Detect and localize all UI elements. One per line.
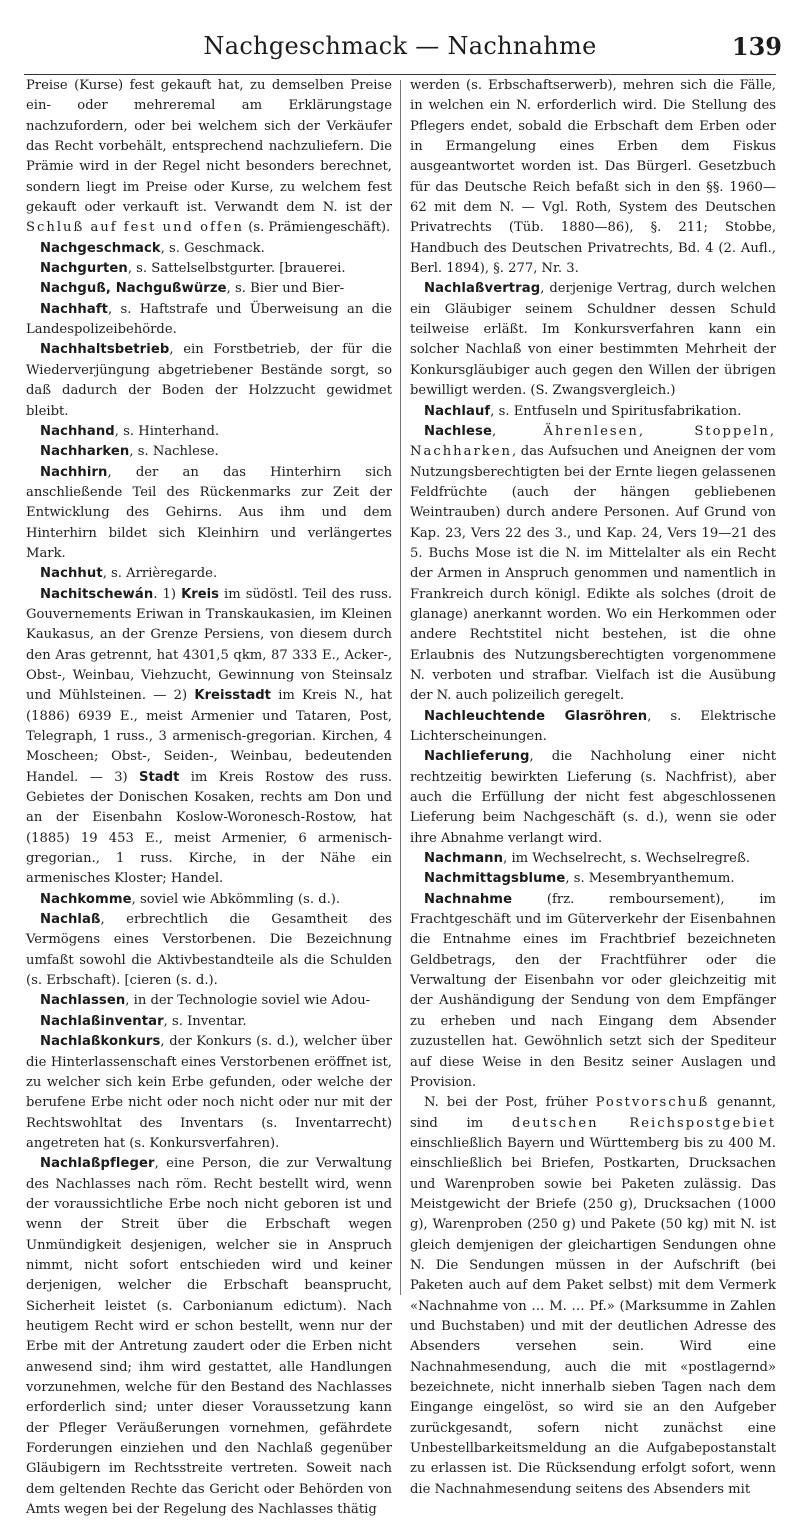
entry-paragraph xyxy=(26,463,392,565)
entry-paragraph xyxy=(26,564,392,584)
entry-text: Postvorschuß xyxy=(595,1095,710,1111)
entry-paragraph xyxy=(410,869,776,889)
entry-paragraph xyxy=(410,849,776,869)
entry-text: , s. Haftstrafe und Überweisung an die Landespolizeibehörde. xyxy=(26,301,392,338)
entry-text: , s. Geschmack. xyxy=(160,240,265,256)
entry-subheading: Stadt xyxy=(139,769,180,785)
entry-text: , s. Elektrische Lichterscheinungen. xyxy=(410,708,776,744)
entry-paragraph xyxy=(26,1154,392,1520)
entry-text: . 1) xyxy=(153,586,182,602)
entry-paragraph xyxy=(410,747,776,849)
entry-text: , soviel wie Abkömmling (s. d.). xyxy=(131,891,341,907)
entry-paragraph xyxy=(410,402,776,422)
entry-text: Preise (Kurse) fest gekauft hat, zu demselben Preise ein- oder mehreremal am Erklärungstage nachzufordern, oder bei welchem sich der Verkäufer das Recht vorbehält, entsprechend nachzuliefern. Die Prämie wird in der Regel nicht besonders berechnet, sondern liegt im Preise oder Kurse, zu welchem fest gekauft oder verkauft ist. Verwandt dem N. ist der xyxy=(26,78,392,216)
page-header xyxy=(0,24,800,80)
entry-text: werden (s. Erbschaftserwerb), mehren sich die Fälle, in welchen ein N. erforderlich wird. Die Stellung des Pflegers endet, sobald die Erbschaft dem Erben oder in Ermangelung eines Erben dem Fiskus ausgeantwortet worden ist. Das Bürgerl. Gesetzbuch für das Deutsche Reich befaßt sich in den §§. 1960—62 mit dem N. — Vgl. Roth, System des Deutschen Privatrechts (Tüb. 1880—86), §. 211; Stobbe, Handbuch des Deutschen Privatrechts, Bd. 4 (2. Aufl., Berl. 1894), §. 277, Nr. 3. xyxy=(410,78,776,277)
entry-text: , s. Arrièregarde. xyxy=(102,566,218,582)
entry-headword: Nachguß, Nachgußwürze xyxy=(40,281,227,297)
entry-paragraph xyxy=(26,890,392,910)
entry-text: , das Aufsuchen und Aneignen der vom Nutzungsberechtigten bei der Ernte liegen gelassenen Feldfrüchte (auch der hängen gebliebenen Weintrauben) durch andere Personen. Auf Grund von Kap. 23, Vers 22 des 3., und Kap. 24, Vers 19—21 des 5. Buchs Mose ist die N. im Mittelalter als ein Recht der Armen in Anspruch genommen und namentlich in Frankreich durch königl. Edikte als solches (droit de glanage) anerkannt worden. Wo ein Herkommen oder andere Rechtstitel nicht bestehen, ist die ohne Erlaubnis des Nutzungsberechtigten vorgenommene N. verboten und strafbar. Vielfach ist die Ausübung der N. auch polizeilich geregelt. xyxy=(410,444,776,704)
entry-headword: Nachleuchtende Glasröhren xyxy=(424,708,648,724)
entry-text: , s. Bier und Bier- xyxy=(226,281,345,297)
running-title: Nachgeschmack — Nachnahme xyxy=(203,32,597,60)
entry-text: , s. Entfuseln und Spiritusfabrikation. xyxy=(490,403,742,419)
entry-text: Ährenlesen, Stoppeln, Nachharken xyxy=(410,423,776,460)
entry-paragraph xyxy=(410,1093,776,1500)
entry-subheading: Kreis xyxy=(181,586,219,602)
entry-text: genannt, sind im xyxy=(410,1095,777,1131)
entry-text: , in der Technologie soviel wie Adou- xyxy=(125,993,371,1009)
entry-paragraph xyxy=(26,991,392,1011)
entry-paragraph xyxy=(26,1032,392,1154)
entry-headword: Nachlassen xyxy=(40,993,126,1009)
page-number: 139 xyxy=(731,32,782,61)
entry-headword: Nachmittagsblume xyxy=(424,871,566,887)
entry-paragraph xyxy=(26,585,392,890)
entry-text: im südöstl. Teil des russ. Gouvernements Eriwan in Transkaukasien, im Kleinen Kaukasus, an der Grenze Persiens, von diesem durch den Aras getrennt, hat 4301,5 qkm, 87 333 E., Acker-, Obst-, Weinbau, Viehzucht, Gewinnung von Steinsalz und Mühlsteinen. — 2) xyxy=(26,586,392,704)
entry-text: , der Konkurs (s. d.), welcher über die Hinterlassenschaft eines Verstorbenen eröffnet ist, zu welcher sich kein Erbe gefunden, oder welche der berufene Erbe nicht oder noch nicht oder nur mit der Rechtswohltat des Inventars (s. Inventarrecht) angetreten hat (s. Konkursverfahren). xyxy=(26,1034,392,1151)
entry-paragraph xyxy=(26,300,392,341)
entry-headword: Nachlaßvertrag xyxy=(424,281,541,297)
entry-headword: Nachlaßkonkurs xyxy=(40,1034,161,1050)
entry-headword: Nachhirn xyxy=(40,464,108,480)
entry-text: N. bei der Post, früher xyxy=(424,1095,596,1111)
entry-paragraph xyxy=(26,442,392,462)
entry-text: , s. Sattelselbstgurter. [brauerei. xyxy=(127,261,346,277)
entry-text: , im Wechselrecht, s. Wechselregreß. xyxy=(503,851,750,867)
entry-text: , der an das Hinterhirn sich anschließende Teil des Rückenmarks zur Zeit der Entwicklung des Gehirns. Aus ihm und dem Hinterhirn bildet sich Kleinhirn und verlängertes Mark. xyxy=(26,464,392,561)
entry-headword: Nachitschewán xyxy=(40,586,154,602)
entry-text: , s. Nachlese. xyxy=(129,444,219,460)
header-rule xyxy=(24,74,776,75)
entry-headword: Nachharken xyxy=(40,444,130,460)
entry-text: (s. Prämiengeschäft). xyxy=(244,220,391,236)
entry-text: , ein Forstbetrieb, der für die Wiederverjüngung abgetriebener Bestände sorgt, so daß dadurch der Boden der Holzzucht gewidmet bleibt. xyxy=(26,342,392,419)
entry-text: , eine Person, die zur Verwaltung des Nachlasses nach röm. Recht bestellt wird, wenn der voraussichtliche Erbe noch nicht geboren ist und wenn der Streit über die Erbschaft wegen Unmündigkeit desjenigen, welcher sie in Anspruch nimmt, nicht sofort entschieden wird und keiner derjenigen, welcher die Erbschaft beansprucht, Sicherheit leistet (s. Carbonianum edictum). Nach heutigem Recht wird er schon bestellt, wenn nur der Erbe mit der Antretung zaudert oder die Erben nicht anwesend sind; ihm wird gestattet, alle Handlungen vorzunehmen, welche für den Bestand des Nachlasses erforderlich sind; unter dieser Voraussetzung kann der Pfleger Veräußerungen vornehmen, gefährdete Forderungen einziehen und den Nachlaß gegenüber Gläubigern im Rechtsstreite vertreten. Soweit nach dem geltenden Rechte das Gericht oder Behörden von Amts wegen bei der Regelung des Nachlasses thätig xyxy=(26,1156,392,1518)
entry-text: einschließlich Bayern und Württemberg bis zu 400 M. einschließlich bei Briefen, Postkarten, Drucksachen und Warenproben sowie bei Paketen zulässig. Das Meistgewicht der Briefe (250 g), Drucksachen (1000 g), Warenproben (250 g) und Pakete (50 kg) mit N. ist gleich demjenigen der gleichartigen Sendungen ohne N. Die Sendungen müssen in der Aufschrift (bei Paketen auch auf dem Paket selbst) mit dem Vermerk «Nachnahme von … M. … Pf.» (Marksumme in Zahlen und Buchstaben) und mit der deutlichen Adresse des Absenders versehen sein. Wird eine Nachnahmesendung, auch die mit «postlagernd» bezeichnete, nicht innerhalb sieben Tagen nach dem Eingange eingelöst, so wird sie an den Aufgeber zurückgesandt, sofern nicht zunächst eine Unbestellbarkeitsmeldung an die Aufgabepostanstalt zu erlassen ist. Die Rücksendung erfolgt sofort, wenn die Nachnahmesendung seitens des Absenders mit xyxy=(410,1135,776,1497)
entry-headword: Nachkomme xyxy=(40,891,132,907)
entry-text: , s. Inventar. xyxy=(163,1013,247,1029)
entry-headword: Nachhand xyxy=(40,423,115,439)
entry-paragraph xyxy=(26,422,392,442)
entry-headword: Nachhaft xyxy=(40,301,109,317)
entry-paragraph xyxy=(410,422,776,707)
entry-headword: Nachgeschmack xyxy=(40,240,161,256)
entry-paragraph xyxy=(410,707,776,748)
entry-text: im Kreis N., hat (1886) 6939 E., meist Armenier und Tataren, Post, Telegraph, 1 russ., 3 armenisch-gregorian. Kirchen, 4 Moscheen; Obst-, Seiden-, Weinbau, bedeutenden Handel. — 3) xyxy=(26,688,392,785)
entry-text: deutschen Reichspostgebiet xyxy=(511,1115,776,1131)
entry-headword: Nachlaß xyxy=(40,912,101,928)
entry-paragraph xyxy=(410,76,776,279)
entry-text: , xyxy=(491,423,544,439)
entry-text: , s. Hinterhand. xyxy=(114,423,220,439)
entry-paragraph xyxy=(26,259,392,279)
entry-paragraph xyxy=(26,279,392,299)
entry-headword: Nachlaßinventar xyxy=(40,1013,164,1029)
entry-paragraph xyxy=(410,279,776,401)
entry-headword: Nachlaßpfleger xyxy=(40,1156,155,1172)
entry-text: , erbrechtlich die Gesamtheit des Vermögens eines Verstorbenen. Die Bezeichnung umfaßt sowohl die Aktivbestandteile als die Schulden (s. Erbschaft). [cieren (s. d.). xyxy=(26,912,392,989)
left-column xyxy=(26,76,392,1518)
column-divider xyxy=(400,80,401,1295)
entry-text: im Kreis Rostow des russ. Gebietes der Donischen Kosaken, rechts am Don und an der Eisenbahn Koslow-Woronesch-Rostow, hat (1885) 19 453 E., meist Armenier, 6 armenisch-gregorian., 1 russ. Kirche, in der Nähe ein armenisches Kloster; Handel. xyxy=(26,769,392,887)
entry-headword: Nachlieferung xyxy=(424,749,530,765)
entry-headword: Nachlese xyxy=(424,423,492,439)
entry-headword: Nachhaltsbetrieb xyxy=(40,342,170,358)
entry-text: (frz. remboursement), im Frachtgeschäft und im Güterverkehr der Eisenbahnen die Entnahme eines im Frachtbrief bezeichneten Geldbetrags, den der Frachtführer oder die Verwaltung der Eisenbahn vor oder gleichzeitig mit der Aushändigung der Sendung von dem Empfänger zu erheben und nach Eingang dem Absender zuzustellen hat. Gewöhnlich setzt sich der Spediteur auf diese Weise in den Besitz seiner Auslagen und Provision. xyxy=(410,891,776,1090)
entry-headword: Nachmann xyxy=(424,851,504,867)
entry-text: , s. Mesembryanthemum. xyxy=(565,871,735,887)
entry-paragraph xyxy=(26,1012,392,1032)
entry-paragraph xyxy=(26,239,392,259)
entry-headword: Nachgurten xyxy=(40,261,128,277)
entry-paragraph xyxy=(410,890,776,1093)
entry-text: , derjenige Vertrag, durch welchen ein Gläubiger seinem Schuldner dessen Schuld teilweise erläßt. Im Konkursverfahren kann ein solcher Nachlaß von einer bestimmten Mehrheit der Konkursgläubiger auch gegen den Willen der übrigen bewilligt werden. (S. Zwangsvergleich.) xyxy=(410,281,776,399)
entry-subheading: Kreisstadt xyxy=(194,688,271,704)
entry-paragraph xyxy=(26,76,392,239)
entry-headword: Nachlauf xyxy=(424,403,491,419)
entry-headword: Nachhut xyxy=(40,566,103,582)
entry-text: , die Nachholung einer nicht rechtzeitig bewirkten Lieferung (s. Nachfrist), aber auch die Erfüllung der nicht fest abgeschlossenen Lieferung beim Nachgeschäft (s. d.), wenn sie oder ihre Abnahme verlangt wird. xyxy=(410,749,776,846)
entry-paragraph xyxy=(26,910,392,991)
right-column xyxy=(410,76,777,1497)
entry-paragraph xyxy=(26,340,392,421)
entry-headword: Nachnahme xyxy=(424,891,513,907)
entry-text: Schluß auf fest und offen xyxy=(26,220,245,236)
